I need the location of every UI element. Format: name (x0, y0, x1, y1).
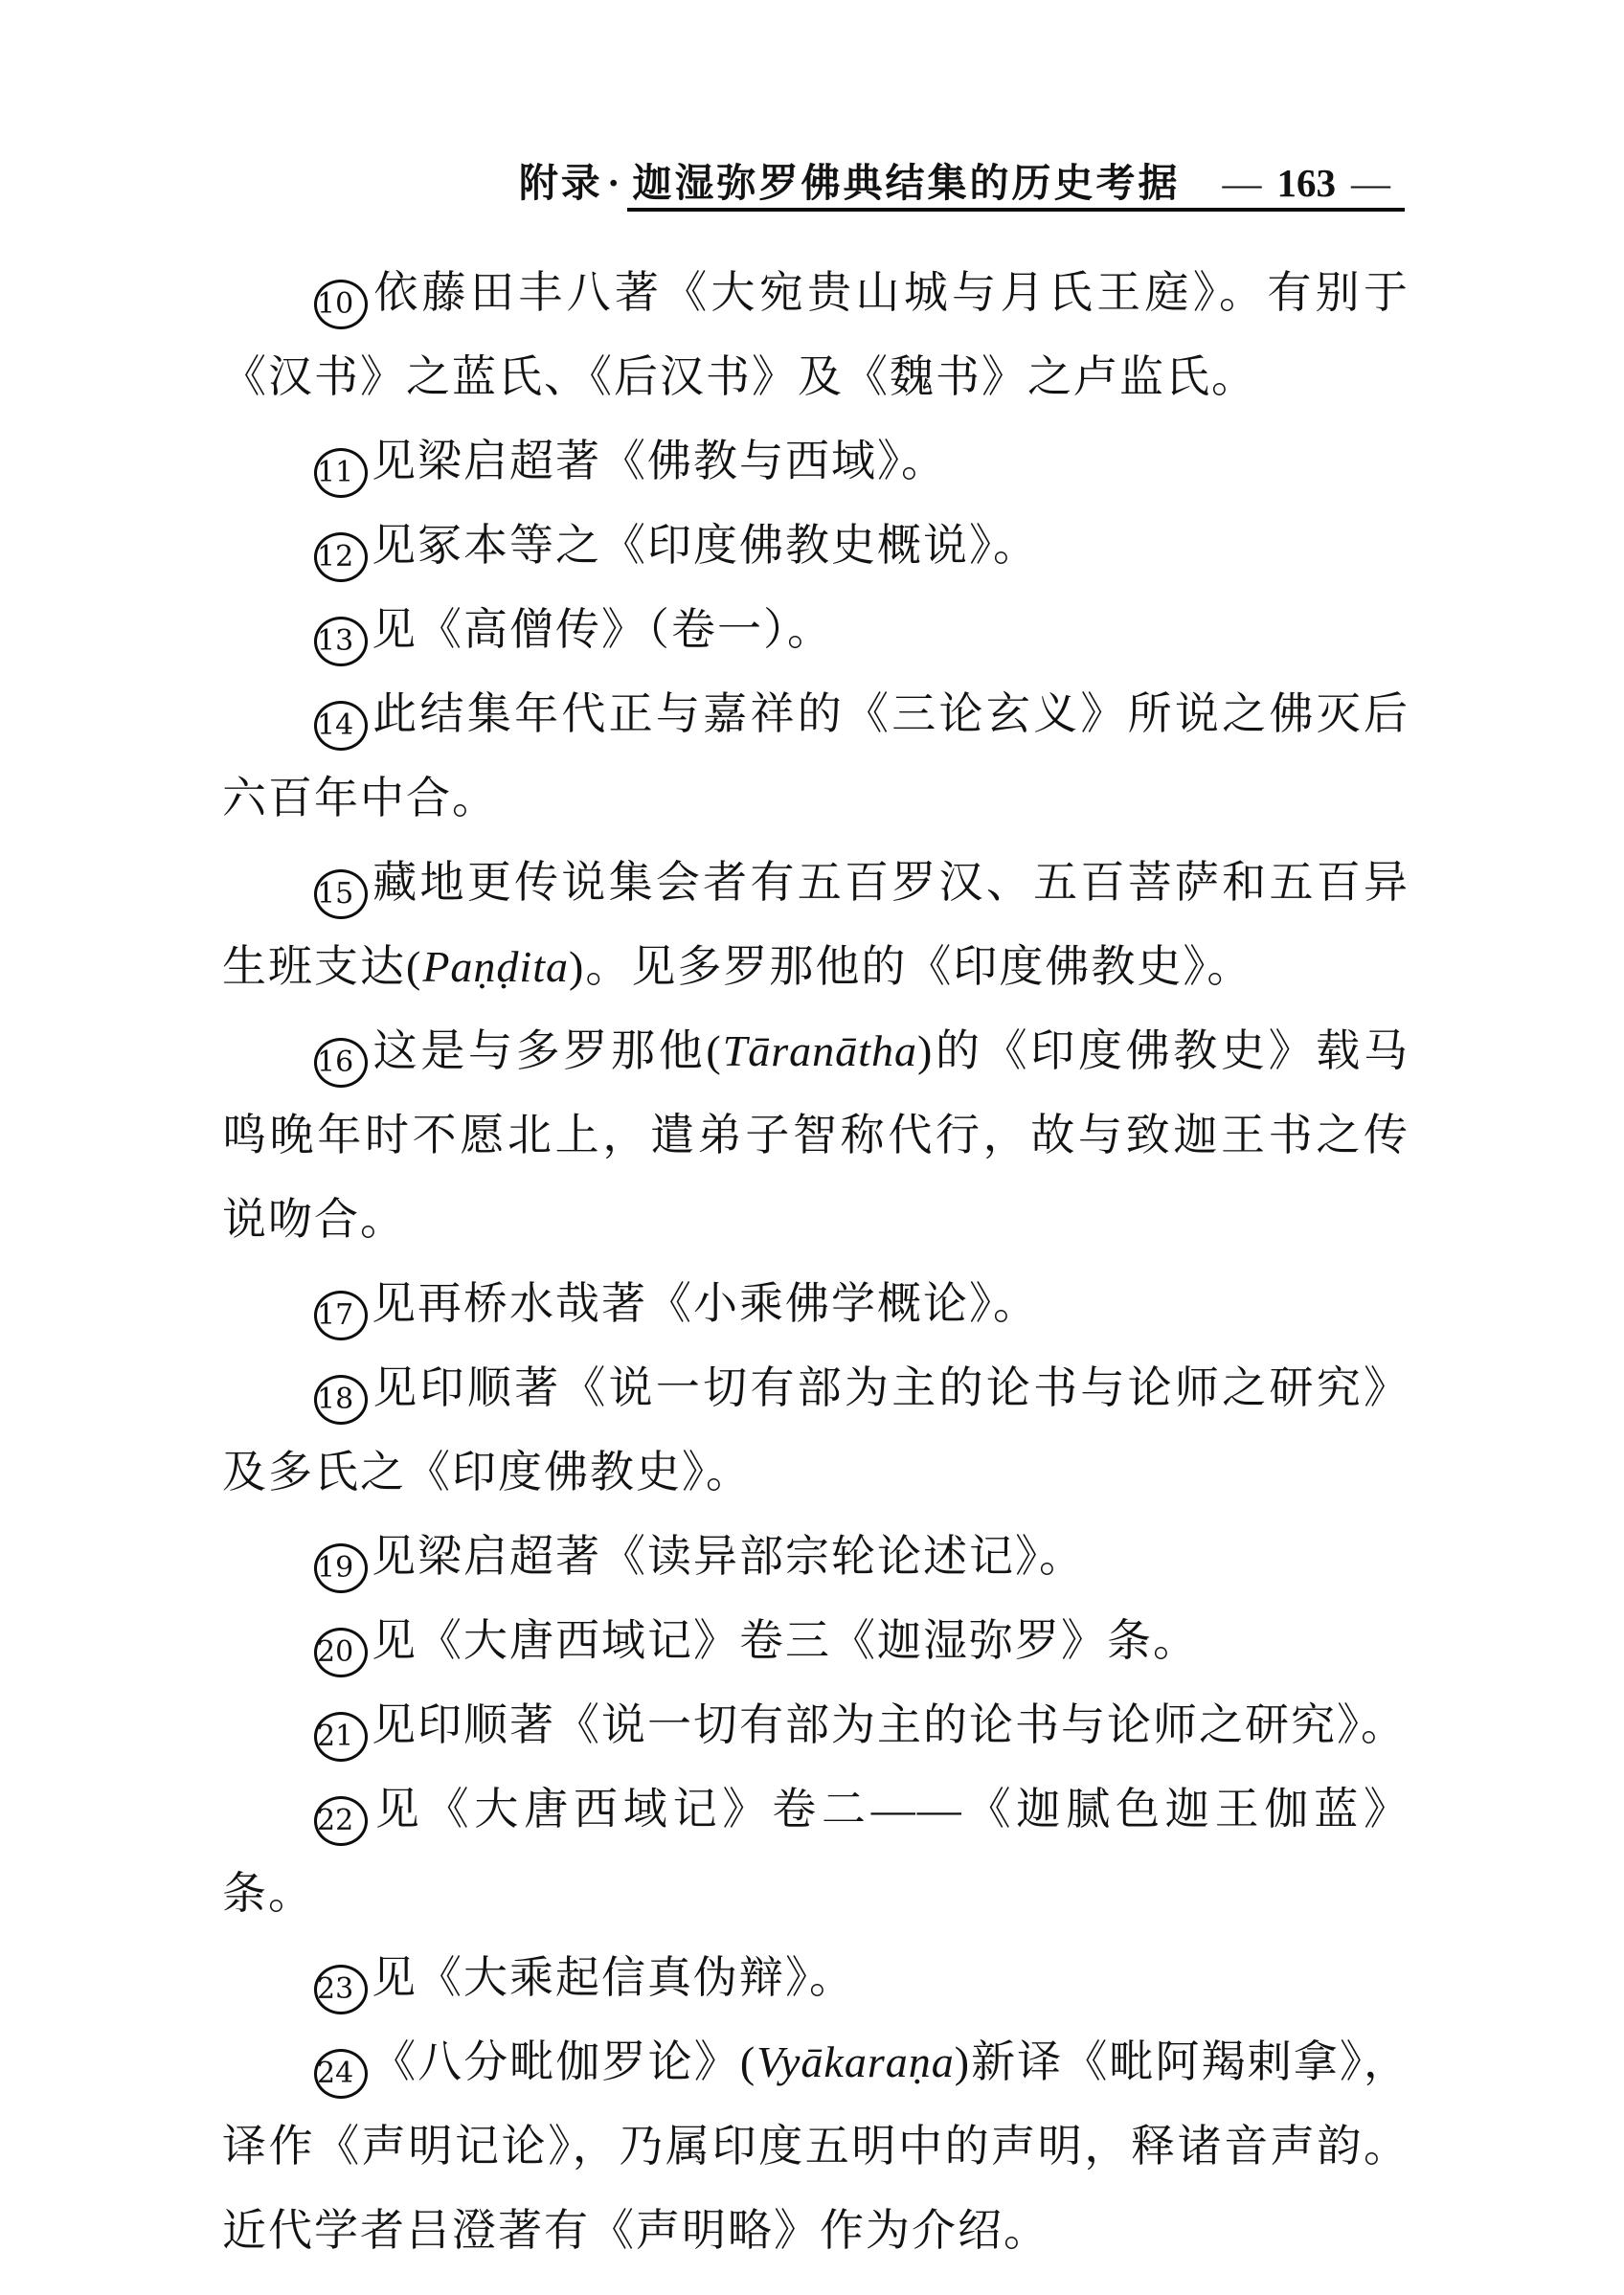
note-circled-number: 21 (314, 1712, 368, 1762)
header-separator-dot: · (606, 161, 623, 205)
header-dash-left: — (1222, 161, 1262, 205)
note-item (222, 841, 1410, 1009)
note-text: 见《高僧传》（卷一）。 (372, 605, 833, 654)
note-text: 这是与多罗那他(Tāranātha)的《印度佛教史》载马鸣晚年时不愿北上，遣弟子智称代行，故与致迦王书之传说吻合。 (222, 1026, 1410, 1244)
note-item (222, 1009, 1410, 1262)
header-section-label: 附录 (518, 161, 603, 205)
note-circled-number: 24 (314, 2049, 368, 2099)
header-chapter-title: 迦湿弥罗佛典结集的历史考据 (632, 161, 1181, 205)
header-page-number: 163 (1276, 161, 1336, 205)
note-text: 见《大乘起信真伪辩》。 (372, 1953, 855, 2002)
note-text: 见梁启超著《佛教与西域》。 (372, 437, 947, 485)
note-item (222, 1262, 1410, 1346)
note-text: 见再桥水哉著《小乘佛学概论》。 (372, 1279, 1039, 1328)
note-circled-number: 19 (314, 1543, 368, 1593)
note-item (222, 419, 1410, 504)
note-item (222, 504, 1410, 588)
note-item (222, 1936, 1410, 2020)
note-item (222, 672, 1410, 841)
note-item (222, 1599, 1410, 1683)
note-text: 见《大唐西域记》卷三《迦湿弥罗》条。 (372, 1616, 1199, 1665)
note-item (222, 588, 1410, 672)
note-text: 见《大唐西域记》卷二——《迦腻色迦王伽蓝》条。 (222, 1785, 1410, 1918)
note-circled-number: 13 (314, 617, 368, 666)
note-circled-number: 23 (314, 1965, 368, 2014)
note-item (222, 2020, 1410, 2273)
note-item (222, 1515, 1410, 1599)
note-text: 见印顺著《说一切有部为主的论书与论师之研究》。 (372, 1700, 1407, 1749)
note-item (222, 1346, 1410, 1515)
note-text: 此结集年代正与嘉祥的《三论玄义》所说之佛灭后六百年中合。 (222, 689, 1410, 822)
note-circled-number: 10 (314, 280, 368, 329)
note-text: 依藤田丰八著《大宛贵山城与月氏王庭》。有别于《汉书》之蓝氏、《后汉书》及《魏书》之卢监氏。 (222, 268, 1410, 401)
header-dash-right: — (1351, 161, 1390, 205)
endnotes-list (222, 251, 1410, 2273)
running-header (0, 151, 1406, 208)
note-text: 《八分毗伽罗论》(Vyākaraṇa)新译《毗阿羯剌拿》，译作《声明记论》，乃属印度五明中的声明，释诸音声韵。近代学者吕澄著有《声明略》作为介绍。 (222, 2037, 1410, 2255)
note-circled-number: 11 (314, 448, 368, 498)
note-text: 见梁启超著《读异部宗轮论述记》。 (372, 1532, 1085, 1581)
header-divider-rule (627, 208, 1405, 212)
note-circled-number: 14 (314, 701, 368, 751)
note-circled-number: 12 (314, 532, 368, 582)
note-item (222, 1683, 1410, 1767)
note-item (222, 1767, 1410, 1936)
note-text: 见印顺著《说一切有部为主的论书与论师之研究》及多氏之《印度佛教史》。 (222, 1363, 1410, 1496)
note-item (222, 251, 1410, 419)
note-text: 见冢本等之《印度佛教史概说》。 (372, 521, 1039, 570)
note-circled-number: 20 (314, 1628, 368, 1677)
note-circled-number: 16 (314, 1038, 368, 1088)
note-text: 藏地更传说集会者有五百罗汉、五百菩萨和五百异生班支达(Paṇḍita)。见多罗那他的《印度佛教史》。 (222, 858, 1410, 991)
note-circled-number: 22 (314, 1796, 368, 1846)
note-circled-number: 18 (314, 1375, 368, 1425)
note-circled-number: 17 (314, 1291, 368, 1340)
note-circled-number: 15 (314, 869, 368, 919)
header-page-indicator (1207, 161, 1407, 205)
